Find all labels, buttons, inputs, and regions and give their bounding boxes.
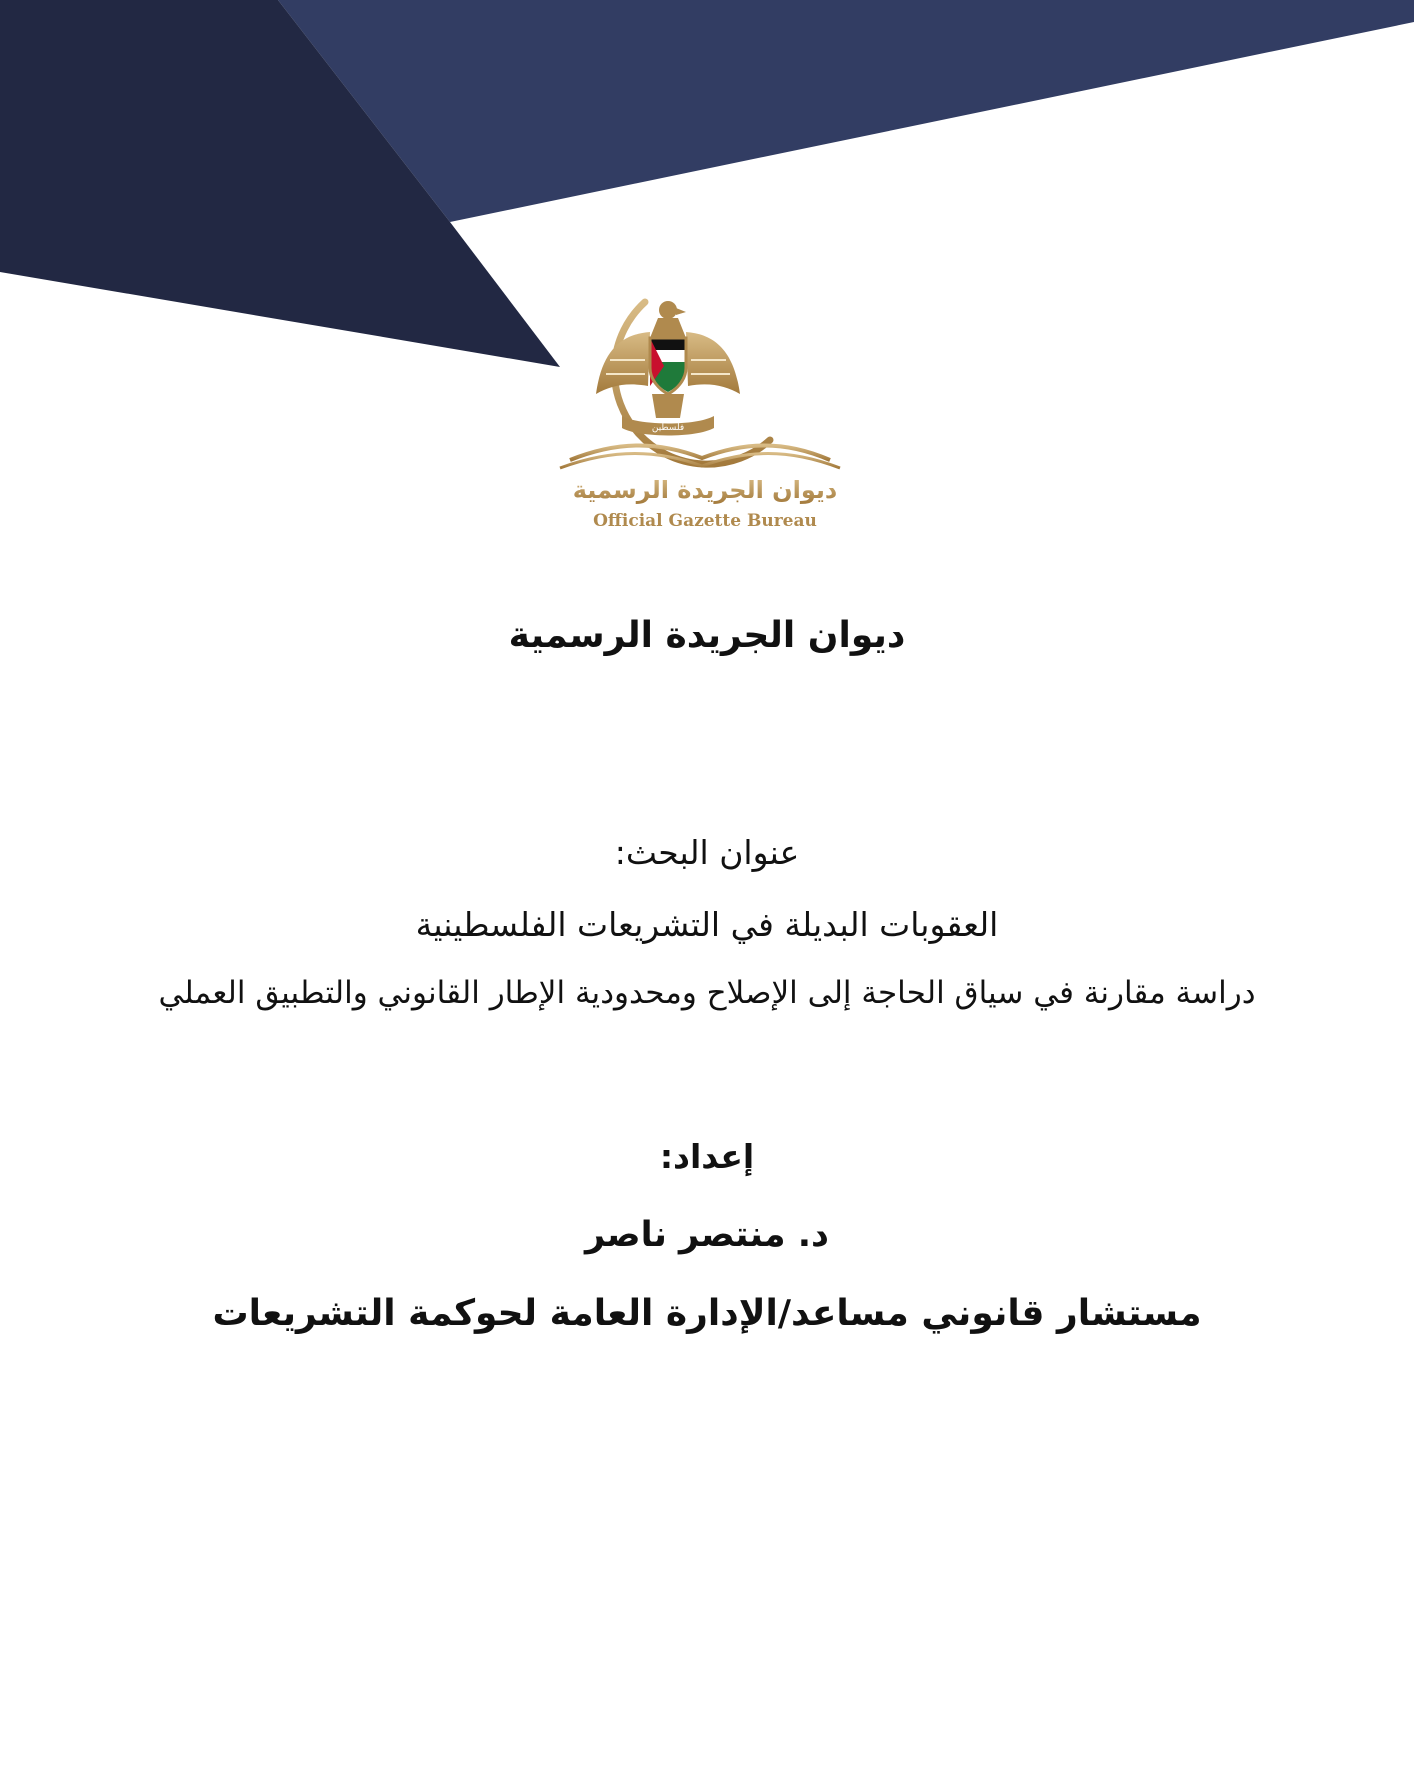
research-subtitle: دراسة مقارنة في سياق الحاجة إلى الإصلاح ومحدودية الإطار القانوني والتطبيق العملي [158,975,1256,1011]
logo-english-name: Official Gazette Bureau [593,511,817,531]
eagle-emblem-icon [596,301,740,436]
bureau-name-heading: ديوان الجريدة الرسمية [508,615,906,656]
logo-arabic-name: ديوان الجريدة الرسمية [572,476,838,504]
official-gazette-bureau-logo [530,290,880,550]
author-name: د. منتصر ناصر [584,1215,829,1255]
research-title-label: عنوان البحث: [614,833,800,872]
research-title: العقوبات البديلة في التشريعات الفلسطينية [415,905,999,944]
navy-band [278,0,1414,222]
emblem-scroll-text: فلسطين [651,423,685,433]
open-book-icon [560,446,840,469]
palestinian-flag-shield-icon [650,338,686,394]
prepared-by-label: إعداد: [659,1137,755,1176]
author-position: مستشار قانوني مساعد/الإدارة العامة لحوكمة التشريعات [212,1293,1202,1334]
